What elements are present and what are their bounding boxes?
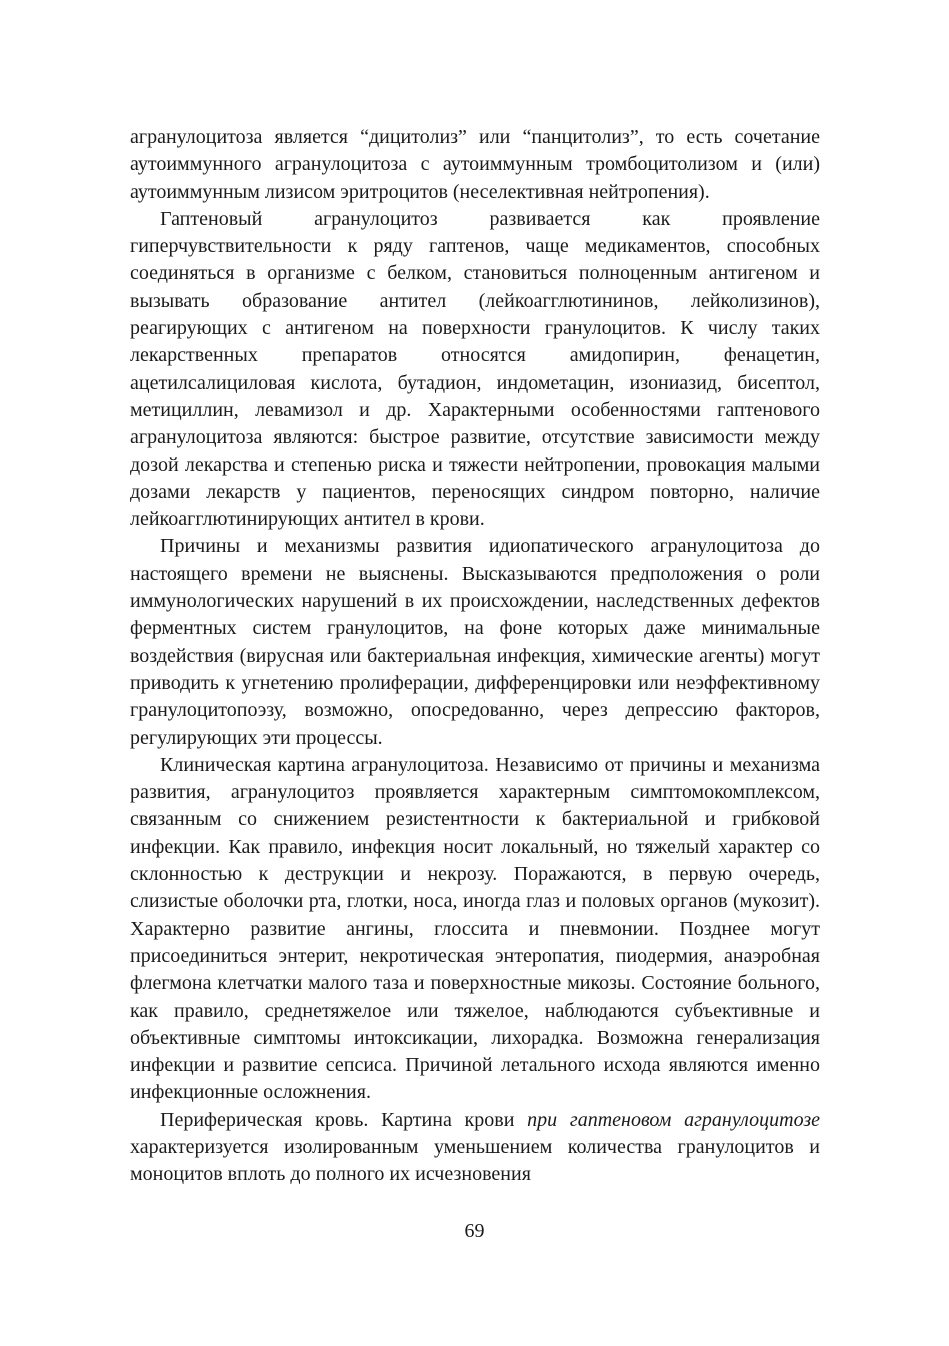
paragraph-hapten-agranulocytosis: Гаптеновый агранулоцитоз развивается как проявление гиперчувствительности к ряду гаптенов, чаще медикаментов, способных соединяться в организме с белком, становиться полноценным антигеном и вызывать образование антител (лейкоагглютининов, лейколизинов), реагирующих с антигеном на поверхности гранулоцитов. К числу таких лекарственных препаратов относятся амидопирин, фенацетин, ацетилсалициловая кислота, бутадион, индометацин, изониазид, бисептол, метициллин, левамизол и др. Характерными особенностями гаптенового агранулоцитоза являются: быстрое развитие, отсутствие зависимости между дозой лекарства и степенью риска и тяжести нейтропении, провокация малыми дозами лекарств у пациентов, переносящих синдром повторно, наличие лейкоагглютинирующих антител в крови. <box>130 207 820 531</box>
peripheral-blood-italic: при гаптеновом агранулоцитозе <box>527 1108 820 1131</box>
paragraph-continuation: агранулоцитоза является “дицитолиз” или “панцитолиз”, то есть сочетание аутоиммунного агранулоцитоза с аутоиммунным тромбоцитолизом и (или) аутоиммунным лизисом эритроцитов (неселективная нейтропения). <box>130 126 820 203</box>
page-body <box>130 124 820 1189</box>
peripheral-blood-rest: характеризуется изолированным уменьшением количества гранулоцитов и моноцитов вплоть до полного их исчезновения <box>130 1135 820 1186</box>
peripheral-blood-lead: Периферическая кровь. Картина крови <box>160 1108 528 1131</box>
paragraph-idiopathic-causes: Причины и механизмы развития идиопатического агранулоцитоза до настоящего времени не выяснены. Высказываются предположения о роли иммунологических нарушений в их происхождении, наследственных дефектов ферментных систем гранулоцитов, на фоне которых даже минимальные воздействия (вирусная или бактериальная инфекция, химические агенты) могут приводить к угнетению пролиферации, дифференцировки или неэффективному гранулоцитопоэзу, возможно, опосредованно, через депрессию факторов, регулирующих эти процессы. <box>130 535 820 749</box>
paragraph-peripheral-blood <box>130 1107 820 1189</box>
page-number: 69 <box>464 1220 485 1242</box>
paragraph-clinical-picture: Клиническая картина агранулоцитоза. Независимо от причины и механизма развития, агранулоцитоз проявляется характерным симптомокомплексом, связанным со снижением резистентности к бактериальной и грибковой инфекции. Как правило, инфекция носит локальный, но тяжелый характер со склонностью к деструкции и некрозу. Поражаются, в первую очередь, слизистые оболочки рта, глотки, носа, иногда глаз и половых органов (мукозит). Характерно развитие ангины, глоссита и пневмонии. Позднее могут присоединиться энтерит, некротическая энтеропатия, пиодермия, анаэробная флегмона клетчатки малого таза и поверхностные микозы. Состояние больного, как правило, среднетяжелое или тяжелое, наблюдаются субъективные и объективные симптомы интоксикации, лихорадка. Возможна генерализация инфекции и развитие сепсиса. Причиной летального исхода являются именно инфекционные осложнения. <box>130 753 820 1104</box>
